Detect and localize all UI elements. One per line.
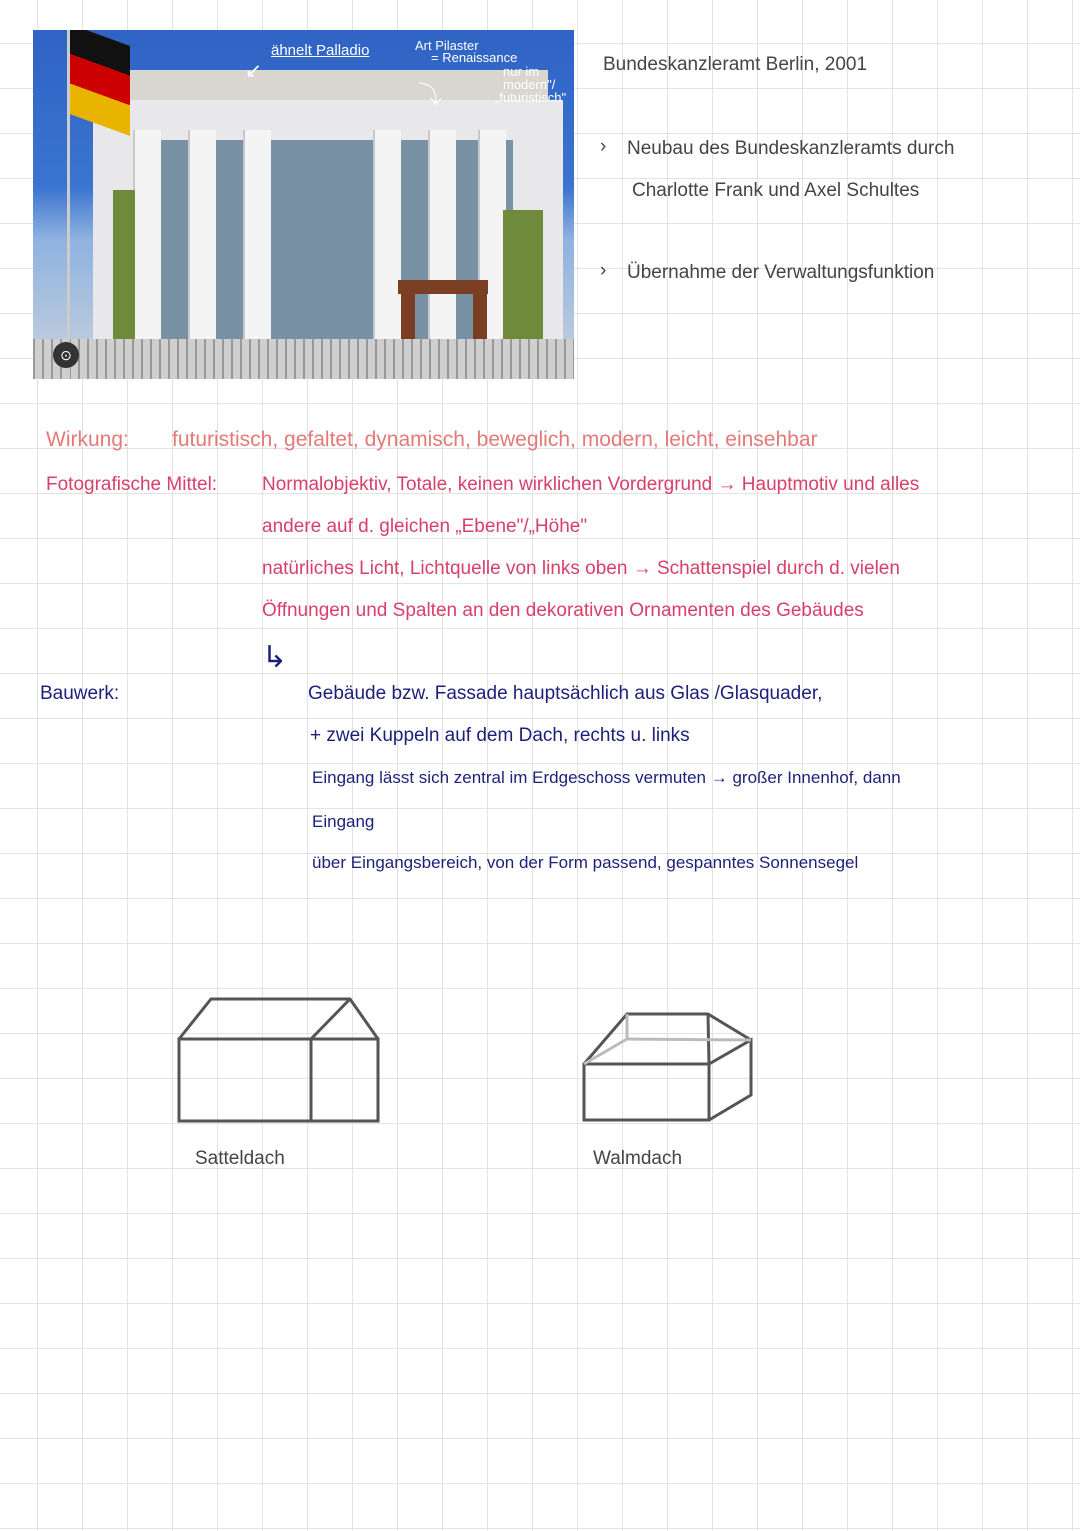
bauwerk-line: Eingang lässt sich zentral im Erdgeschoss vermuten → großer Innenhof, dann: [312, 768, 901, 787]
lens-search-icon[interactable]: ⊙: [53, 342, 79, 368]
fotografische-line: natürliches Licht, Lichtquelle von links oben → Schattenspiel durch d. vielen: [262, 558, 900, 579]
annotation-renaissance: nur im: [503, 64, 540, 79]
bullet-arrow-icon: ›: [600, 260, 607, 281]
arrow-icon: ⤵: [418, 82, 442, 109]
fotografische-line: andere auf d. gleichen „Ebene"/„Höhe": [262, 516, 588, 537]
page-title: Bundeskanzleramt Berlin, 2001: [603, 54, 868, 75]
fotografische-line: Normalobjektiv, Totale, keinen wirklichen Vordergrund → Hauptmotiv und alles: [262, 474, 920, 495]
bauwerk-line: + zwei Kuppeln auf dem Dach, rechts u. links: [310, 725, 690, 746]
annotation-palladio: ähnelt Palladio: [271, 42, 370, 59]
fotografische-mittel-label: Fotografische Mittel:: [46, 474, 218, 495]
annotation-renaissance: modern"/: [503, 77, 556, 92]
bauwerk-line: Eingang: [312, 812, 375, 831]
header-bullet: Charlotte Frank und Axel Schultes: [632, 180, 920, 201]
annotation-pilaster: Art Pilaster: [415, 38, 479, 53]
walmdach-label: Walmdach: [593, 1148, 683, 1169]
greenery: [113, 190, 135, 340]
curved-arrow-icon: ↳: [262, 641, 288, 674]
fence: [33, 339, 574, 379]
satteldach-sketch: [170, 990, 390, 1130]
bauwerk-label: Bauwerk:: [40, 683, 120, 704]
header-bullet: Neubau des Bundeskanzleramts durch: [627, 138, 955, 159]
fotografische-line: Öffnungen und Spalten an den dekorativen Ornamenten des Gebäudes: [262, 600, 864, 621]
bauwerk-line: Gebäude bzw. Fassade hauptsächlich aus Glas /Glasquader,: [308, 683, 823, 704]
satteldach-label: Satteldach: [195, 1148, 285, 1169]
wirkung-label: Wirkung:: [46, 428, 129, 451]
building-photo: [33, 30, 574, 379]
walmdach-sketch: [575, 1005, 765, 1130]
arrow-icon: ↙: [245, 60, 262, 82]
roof-slab: [108, 70, 548, 100]
bauwerk-line: über Eingangsbereich, von der Form passend, gespanntes Sonnensegel: [312, 853, 859, 872]
annotation-renaissance: „futuristisch": [495, 90, 567, 105]
german-flag: [70, 30, 130, 136]
annotation-renaissance: = Renaissance: [431, 50, 518, 65]
header-bullet: Übernahme der Verwaltungsfunktion: [627, 262, 935, 283]
bullet-arrow-icon: ›: [600, 136, 607, 157]
wirkung-text: futuristisch, gefaltet, dynamisch, beweglich, modern, leicht, einsehbar: [172, 428, 818, 451]
